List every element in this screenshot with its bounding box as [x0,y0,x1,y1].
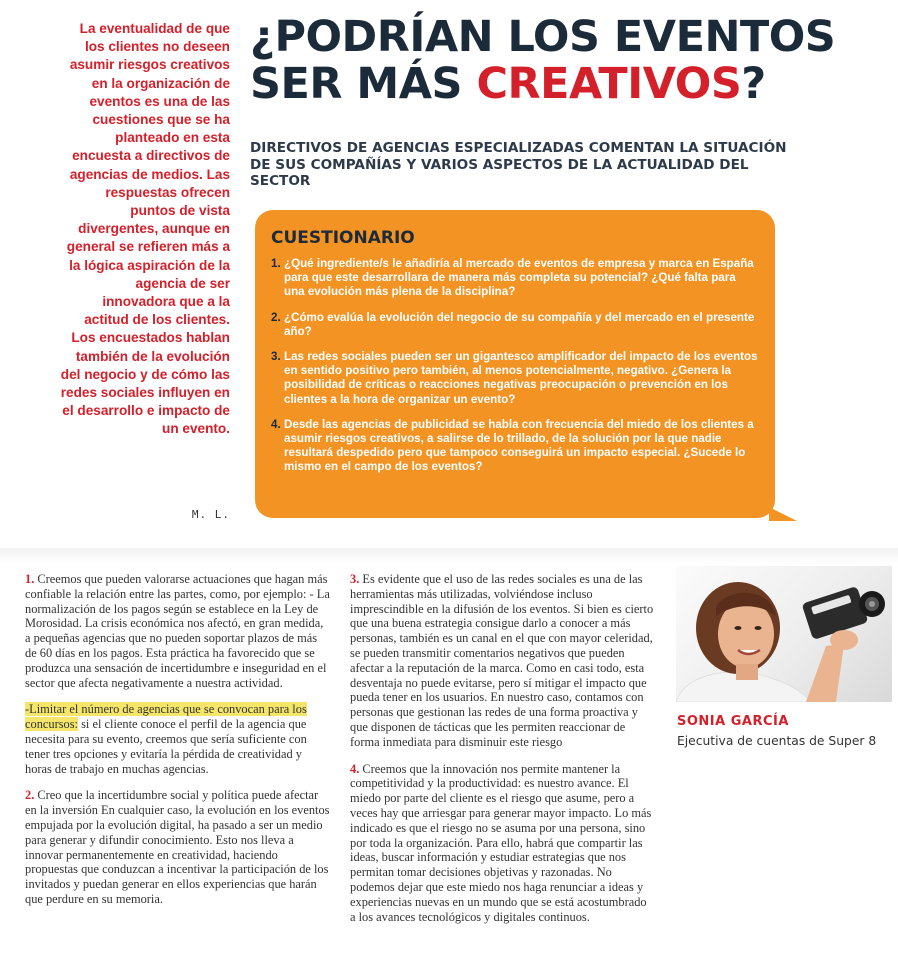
portrait-illustration [676,566,892,702]
headline [250,14,850,108]
interviewee-caption [677,714,887,749]
questionnaire-box [255,210,775,518]
interviewee-photo [676,566,892,702]
highlighted-text: -Limitar el número de agencias que se convocan para los concursos: [25,702,307,732]
question-number: 2. [271,310,281,324]
intro-text: La eventualidad de que los clientes no deseen asumir riesgos creativos en la organización de eventos es una de las cuestiones que se ha planteado en esta encuesta a directivos de agencias de medios. Las respuestas ofrecen puntos de vista divergentes, aunque en general se refieren más a la lógica aspiración de la agencia de ser innovadora que a la actitud de los clientes. Los encuestados hablan también de la evolución del negocio y de cómo las redes sociales influyen en el desarrollo e impacto de un evento. [60,21,230,437]
answers-column-middle [350,572,655,936]
question-item [271,257,759,300]
question-item [271,418,759,475]
question-item [271,311,759,339]
answer-text: Creemos que la innovación nos permite mantener la competitividad y la productividad: es nuestro avance. El miedo por parte del cliente es el riesgo que asume, pero a veces hay que arriesgar para generar mayor impacto. Lo más indicado es que el riesgo no se asuma por una persona, sino por toda la organización. Para ello, habrá que compartir las ideas, buscar información y estudiar estrategias que nos permitan tomar decisiones objetivas y razonadas. No podemos dejar que este miedo nos haga renunciar a ideas y experiencias nuevas en un mundo que se está acostumbrado a los avances tecnológicos y digitales continuos. [350,761,652,924]
question-text: ¿Cómo evalúa la evolución del negocio de su compañía y del mercado en el presente año? [284,310,755,338]
questionnaire-title: CUESTIONARIO [271,228,415,248]
subheadline: DIRECTIVOS DE AGENCIAS ESPECIALIZADAS COMENTAN LA SITUACIÓN DE SUS COMPAÑÍAS Y VARIOS ASPECTOS DE LA ACTUALIDAD DEL SECTOR [250,140,787,189]
question-number: 4. [271,417,281,431]
answer-text: Es evidente que el uso de las redes sociales es una de las herramientas más utilizadas, volviéndose incluso imprescindible en la difusión de los eventos. Si bien es cierto que una buena estrategia consigue darlo a conocer a más personas, también es un canal en el que con mayor celeridad, se pueden transmitir comentarios negativos que pueden afectar a la reputación de la marca. Como en casi todo, esta desventaja no puede evitarse, pero sí mitigar el impacto que pueda tener en los usuarios. En nuestro caso, contamos con personas que gestionan las redes de una forma proactiva y que disponen de tácticas que les permiten reaccionar de forma inmediata para disminuir este riesgo [350,572,654,749]
headline-accent-word: CREATIVOS [476,59,742,109]
answers-column-left [25,572,330,919]
question-text: Desde las agencias de publicidad se habla con frecuencia del miedo de los clientes a asumir riesgos creativos, a salirse de lo trillado, de la solución por la que nadie resultará despedido pero que tampoco conseguirá un impacto especial. ¿Sucede lo mismo en el campo de los eventos? [284,417,754,474]
answer-number: 1. [25,572,35,586]
answer-number: 4. [350,761,360,776]
question-number: 3. [271,350,281,364]
interviewee-role: Ejecutiva de cuentas de Super 8 [677,734,877,748]
answer-text: Creo que la incertidumbre social y política puede afectar en la inversión En cualquier caso, la evolución en los eventos empujada por la evolución digital, ha pasado a ser un medio para generar y difundir conocimiento. Esto nos lleva a innovar permanentemente en creatividad, haciendo propuestas que conduzcan a incentivar la participación de los invitados y puedan generar en ellos experiencias que harán que perdure en su memoria. [25,788,330,906]
byline: M. L. [191,508,230,521]
answer-1-continued [25,702,330,776]
headline-question-mark: ? [741,59,766,109]
question-list [271,257,759,475]
question-text: ¿Qué ingrediente/s le añadiría al mercado de eventos de empresa y marca en España para que este desarrollara de manera más completa su potencial? ¿Qué falta para una evolución más plena de la disciplina? [284,257,754,299]
answer-1 [25,572,330,690]
headline-line-2 [250,61,850,108]
headline-line-1: ¿PODRÍAN LOS EVENTOS [250,12,836,62]
answer-4 [350,762,655,925]
answer-number: 3. [350,572,360,586]
question-number: 1. [271,257,281,270]
question-item [271,350,759,407]
answer-text: Creemos que pueden valorarse actuaciones que hagan más confiable la relación entre las partes, como, por ejemplo: - La normalización de los pagos según se establece en la Ley de Morosidad. La crisis económica nos afectó, en gran medida, a pequeñas agencias que no pueden soportar plazos de más de 60 días en los pagos. Esta práctica ha favorecido que se produzca una sensación de incertidumbre e inseguridad en el sector que afecta negativamente a nuestra actividad. [25,572,330,690]
answer-number: 2. [25,788,35,803]
question-text: Las redes sociales pueden ser un gigantesco amplificador del impacto de los eventos en sentido positivo pero también, al menos potencialmente, negativo. ¿Genera la posibilidad de críticas o reacciones negativas preocupación o prevención en los clientes a la hora de organizar un evento? [284,350,758,406]
section-divider [0,548,898,564]
answer-text: si el cliente conoce el perfil de la agencia que necesita para su evento, creemos que sería suficiente con tener tres opciones y evitaría la pérdida de creatividad y horas de trabajo en muchas agencias. [25,717,307,776]
headline-line-2-prefix: SER MÁS [250,59,477,109]
answer-2 [25,788,330,906]
interviewee-name: SONIA GARCÍA [677,714,789,729]
answer-3 [350,572,655,750]
